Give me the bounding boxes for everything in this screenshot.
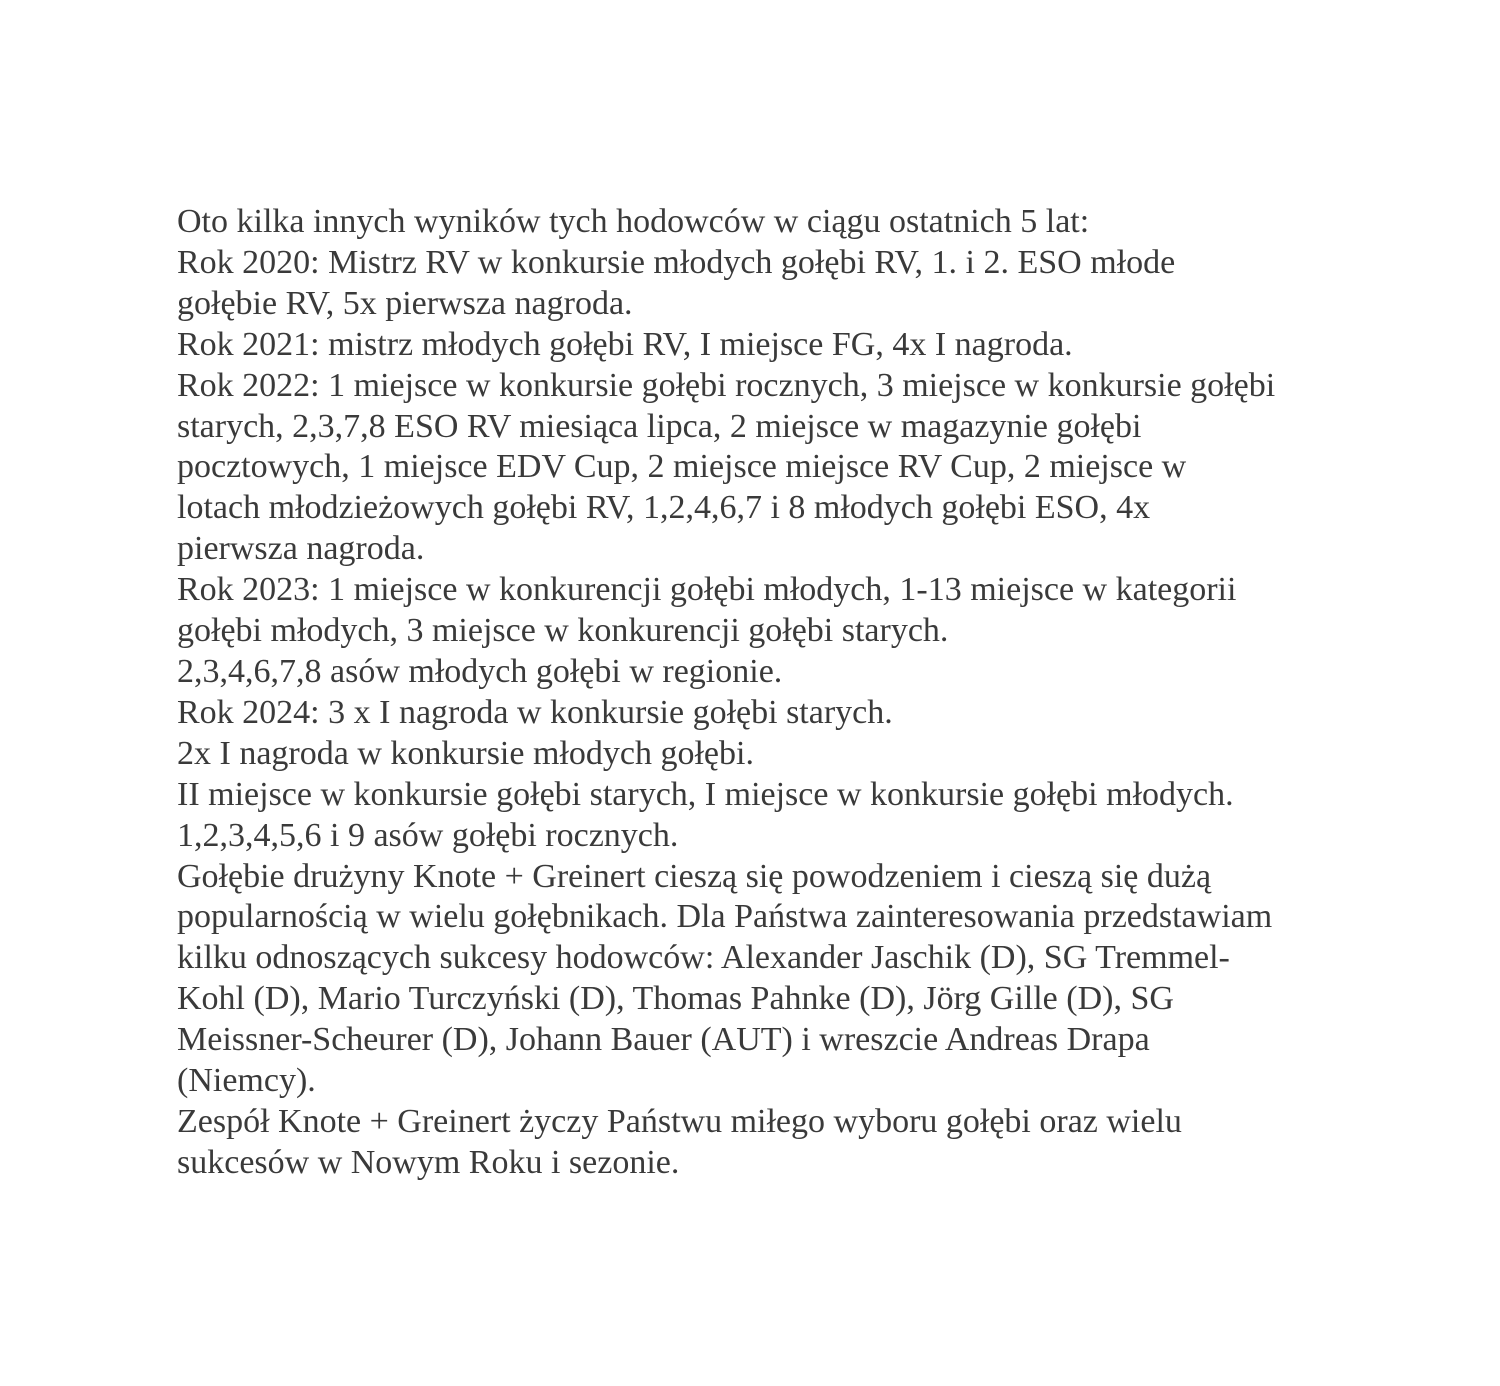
year-2023-line-3: 2,3,4,6,7,8 asów młodych gołębi w regionie. (177, 652, 783, 690)
year-2024-line-4: 1,2,3,4,5,6 i 9 asów gołębi rocznych. (177, 816, 679, 854)
year-2024-line-3: II miejsce w konkursie gołębi starych, I miejsce w konkursie gołębi młodych. (177, 775, 1234, 813)
closing-line-2: sukcesów w Nowym Roku i sezonie. (177, 1143, 680, 1181)
year-2023-line-1: Rok 2023: 1 miejsce w konkurencji gołębi młodych, 1-13 miejsce w kategorii (177, 571, 1237, 609)
closing-line-1: Zespół Knote + Greinert życzy Państwu miłego wyboru gołębi oraz wielu (177, 1102, 1182, 1140)
year-2022-line-2: starych, 2,3,7,8 ESO RV miesiąca lipca, 2 miejsce w magazynie gołębi (177, 407, 1142, 445)
breeders-paragraph-line-1: Gołębie drużyny Knote + Greinert cieszą się powodzeniem i cieszą się dużą (177, 857, 1212, 895)
year-2022-line-5: pierwsza nagroda. (177, 530, 425, 568)
breeders-paragraph-line-5: Meissner-Scheurer (D), Johann Bauer (AUT) i wreszcie Andreas Drapa (177, 1021, 1150, 1059)
breeders-paragraph-line-4: Kohl (D), Mario Turczyński (D), Thomas Pahnke (D), Jörg Gille (D), SG (177, 980, 1174, 1018)
intro-line: Oto kilka innych wyników tych hodowców w ciągu ostatnich 5 lat: (177, 203, 1090, 240)
year-2024-line-2: 2x I nagroda w konkursie młodych gołębi. (177, 734, 754, 772)
year-2021-line: Rok 2021: mistrz młodych gołębi RV, I miejsce FG, 4x I nagroda. (177, 325, 1073, 363)
year-2020-line-2: gołębie RV, 5x pierwsza nagroda. (177, 284, 633, 322)
breeders-paragraph-line-6: (Niemcy). (177, 1062, 316, 1100)
year-2024-line-1: Rok 2024: 3 x I nagroda w konkursie gołębi starych. (177, 693, 893, 731)
year-2022-line-4: lotach młodzieżowych gołębi RV, 1,2,4,6,7 i 8 młodych gołębi ESO, 4x (177, 489, 1151, 527)
document-body (177, 202, 1357, 1184)
breeders-paragraph-line-2: popularnością w wielu gołębnikach. Dla Państwa zainteresowania przedstawiam (177, 898, 1273, 936)
year-2020-line-1: Rok 2020: Mistrz RV w konkursie młodych gołębi RV, 1. i 2. ESO młode (177, 243, 1176, 281)
year-2023-line-2: gołębi młodych, 3 miejsce w konkurencji gołębi starych. (177, 612, 949, 650)
breeders-paragraph-line-3: kilku odnoszących sukcesy hodowców: Alexander Jaschik (D), SG Tremmel- (177, 939, 1230, 977)
year-2022-line-3: pocztowych, 1 miejsce EDV Cup, 2 miejsce miejsce RV Cup, 2 miejsce w (177, 448, 1187, 486)
year-2022-line-1: Rok 2022: 1 miejsce w konkursie gołębi rocznych, 3 miejsce w konkursie gołębi (177, 366, 1276, 404)
